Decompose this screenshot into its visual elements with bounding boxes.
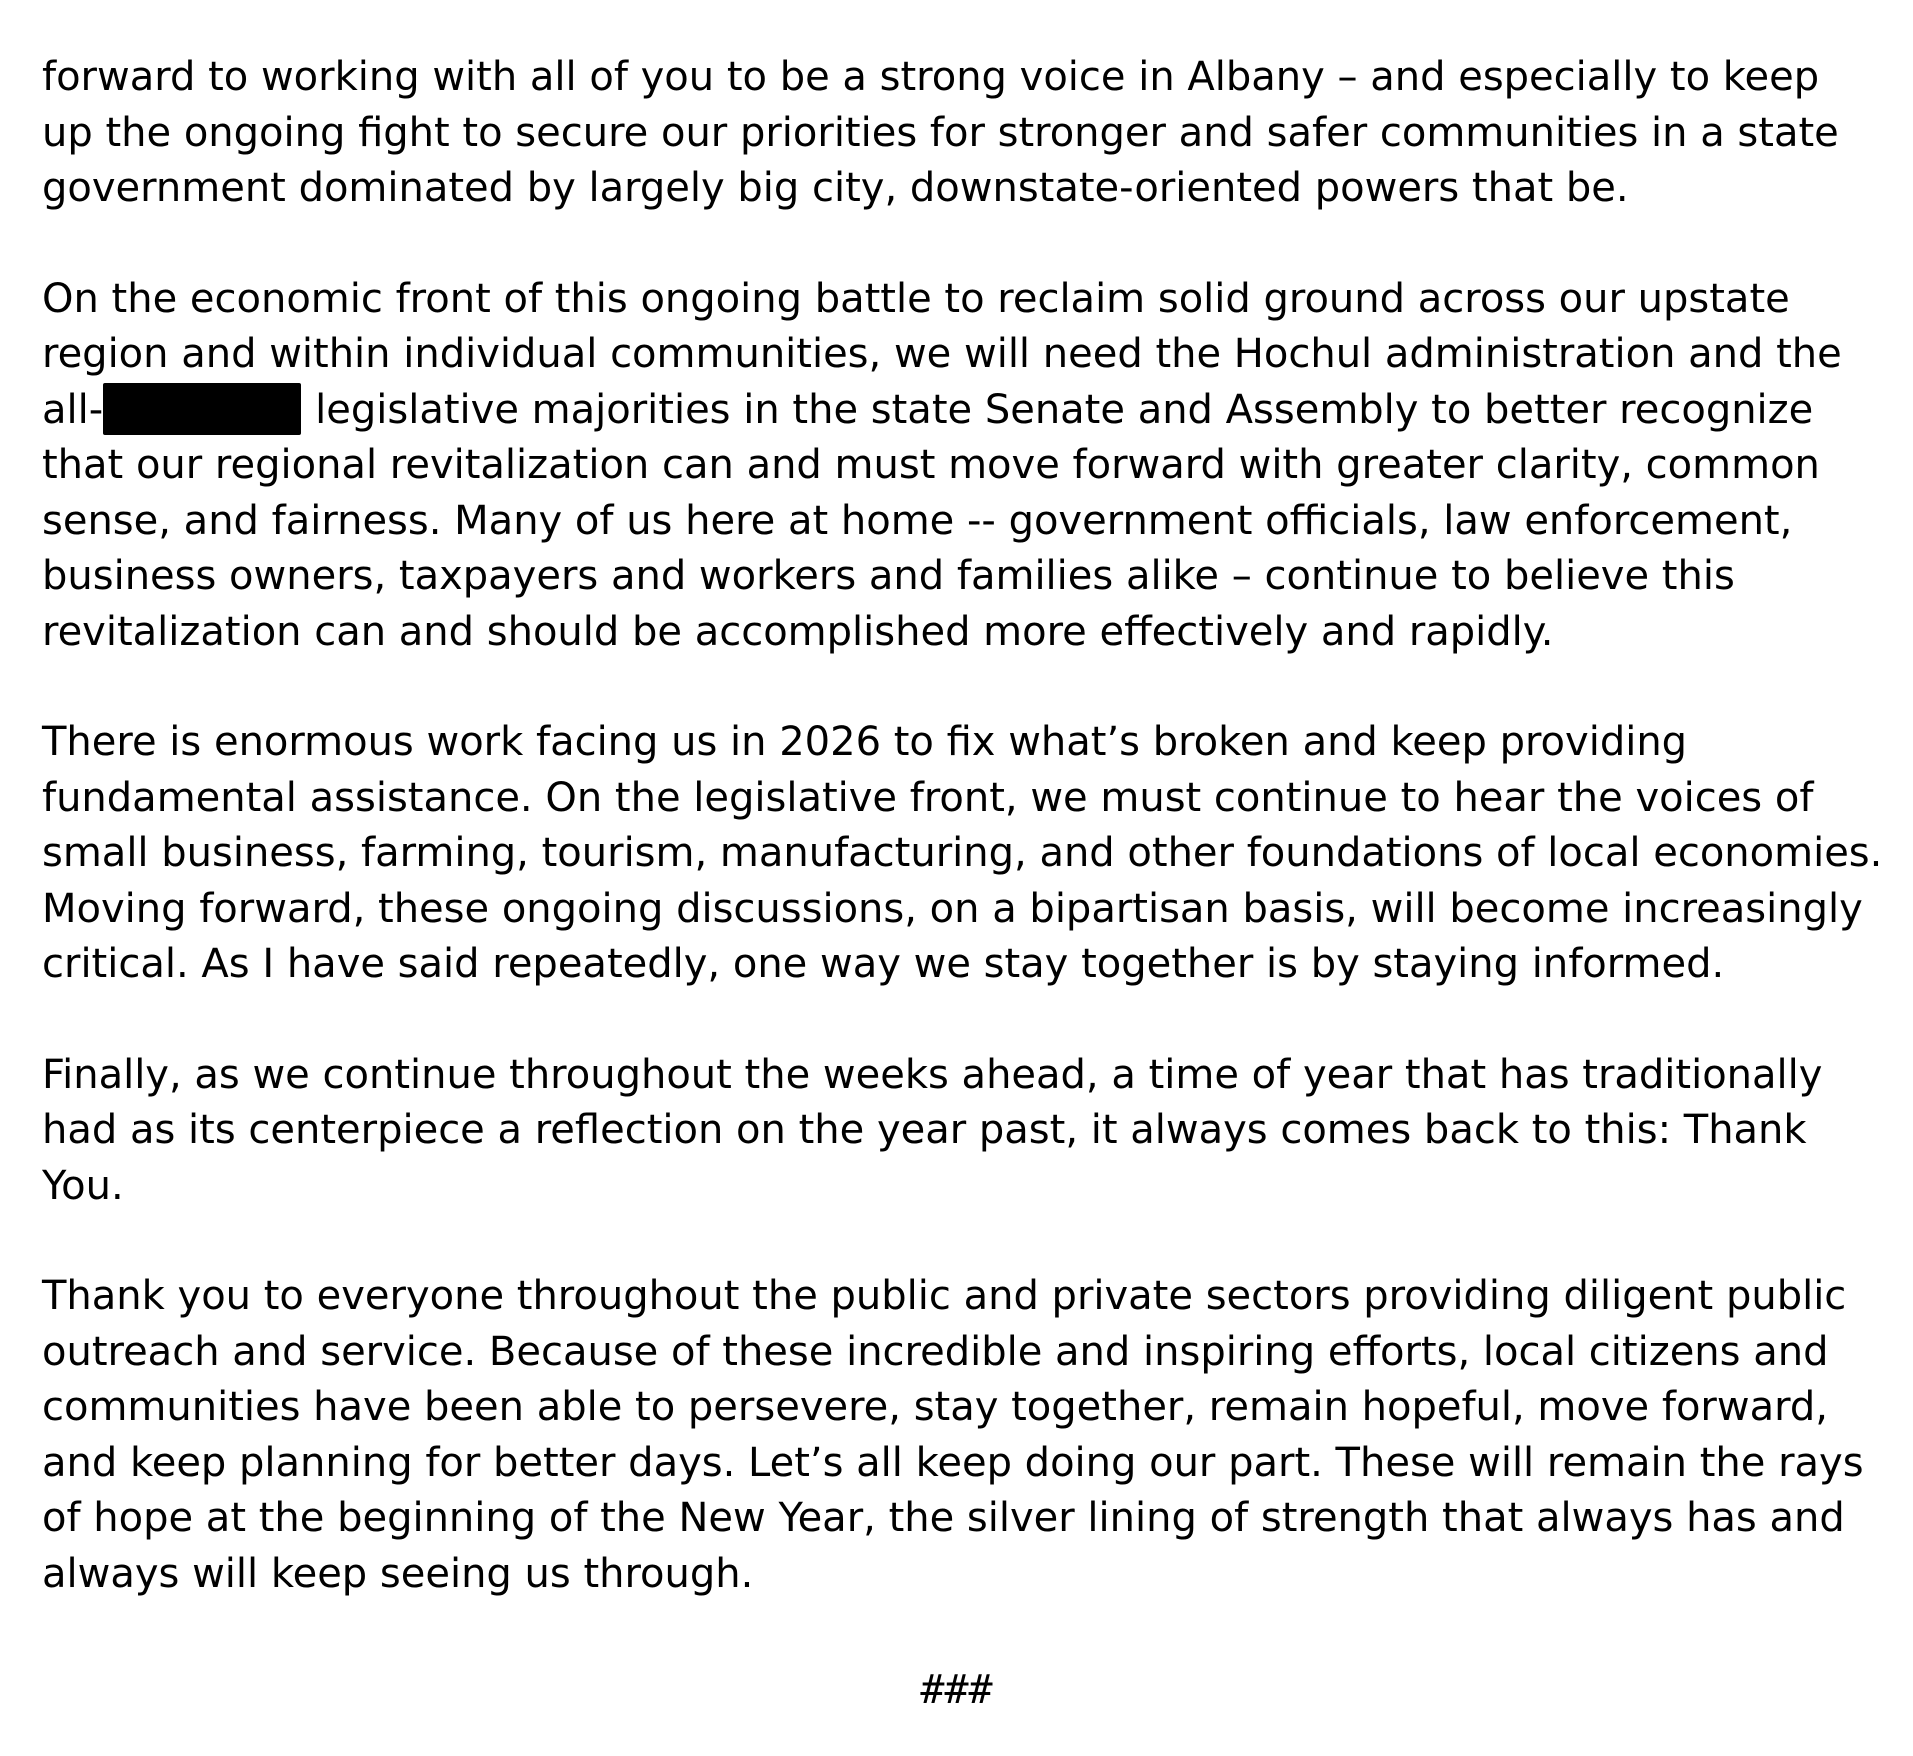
text-line: government dominated by largely big city, downstate-oriented powers that be. — [42, 165, 1629, 211]
text-line: On the economic front of this ongoing battle to reclaim solid ground across our upstate — [42, 275, 1790, 322]
text-line: business owners, taxpayers and workers and families alike – continue to believe this — [42, 553, 1735, 599]
text-line: sense, and fairness. Many of us here at home -- government officials, law enforcement, — [42, 497, 1793, 544]
text-line: Finally, as we continue throughout the weeks ahead, a time of year that has traditionally — [42, 1051, 1823, 1098]
text-line: communities have been able to persevere, stay together, remain hopeful, move forward, — [42, 1384, 1828, 1430]
text-line: of hope at the beginning of the New Year, the silver lining of strength that always has and — [42, 1495, 1845, 1541]
text-line: critical. As I have said repeatedly, one way we stay together is by staying informed. — [42, 941, 1725, 987]
text-line: up the ongoing fight to secure our priorities for stronger and safer communities in a state — [42, 109, 1839, 156]
text-line: had as its centerpiece a reflection on the year past, it always comes back to this: Thank — [42, 1107, 1807, 1153]
text-line: You. — [42, 1162, 124, 1209]
text-line-with-redaction — [42, 383, 1902, 439]
text-line: that our regional revitalization can and must move forward with greater clarity, common — [42, 442, 1820, 488]
paragraph — [42, 1269, 1902, 1602]
paragraph — [42, 1048, 1902, 1215]
paragraph — [42, 272, 1902, 661]
end-of-release-mark: ### — [920, 1667, 993, 1713]
text-line: small business, farming, tourism, manufacturing, and other foundations of local economies. — [42, 830, 1883, 876]
text-line: Moving forward, these ongoing discussions, on a bipartisan basis, will become increasingly — [42, 885, 1863, 932]
text-line: fundamental assistance. On the legislative front, we must continue to hear the voices of — [42, 774, 1814, 821]
paragraph — [42, 715, 1902, 993]
redaction-bar — [103, 383, 301, 435]
paragraph — [42, 50, 1902, 217]
text-line: There is enormous work facing us in 2026 to fix what’s broken and keep providing — [42, 719, 1688, 765]
text-line: forward to working with all of you to be a strong voice in Albany – and especially to keep — [42, 54, 1820, 100]
text-fragment: all- — [42, 386, 104, 433]
text-line: outreach and service. Because of these incredible and inspiring efforts, local citizens and — [42, 1328, 1829, 1375]
text-line: and keep planning for better days. Let’s all keep doing our part. These will remain the rays — [42, 1439, 1864, 1486]
text-line: region and within individual communities, we will need the Hochul administration and the — [42, 331, 1842, 377]
text-fragment: legislative majorities in the state Senate and Assembly to better recognize — [315, 386, 1814, 433]
text-line: revitalization can and should be accomplished more effectively and rapidly. — [42, 608, 1554, 655]
text-line: always will keep seeing us through. — [42, 1550, 754, 1597]
text-line: Thank you to everyone throughout the public and private sectors providing diligent public — [42, 1273, 1847, 1319]
document-body — [42, 50, 1902, 1657]
